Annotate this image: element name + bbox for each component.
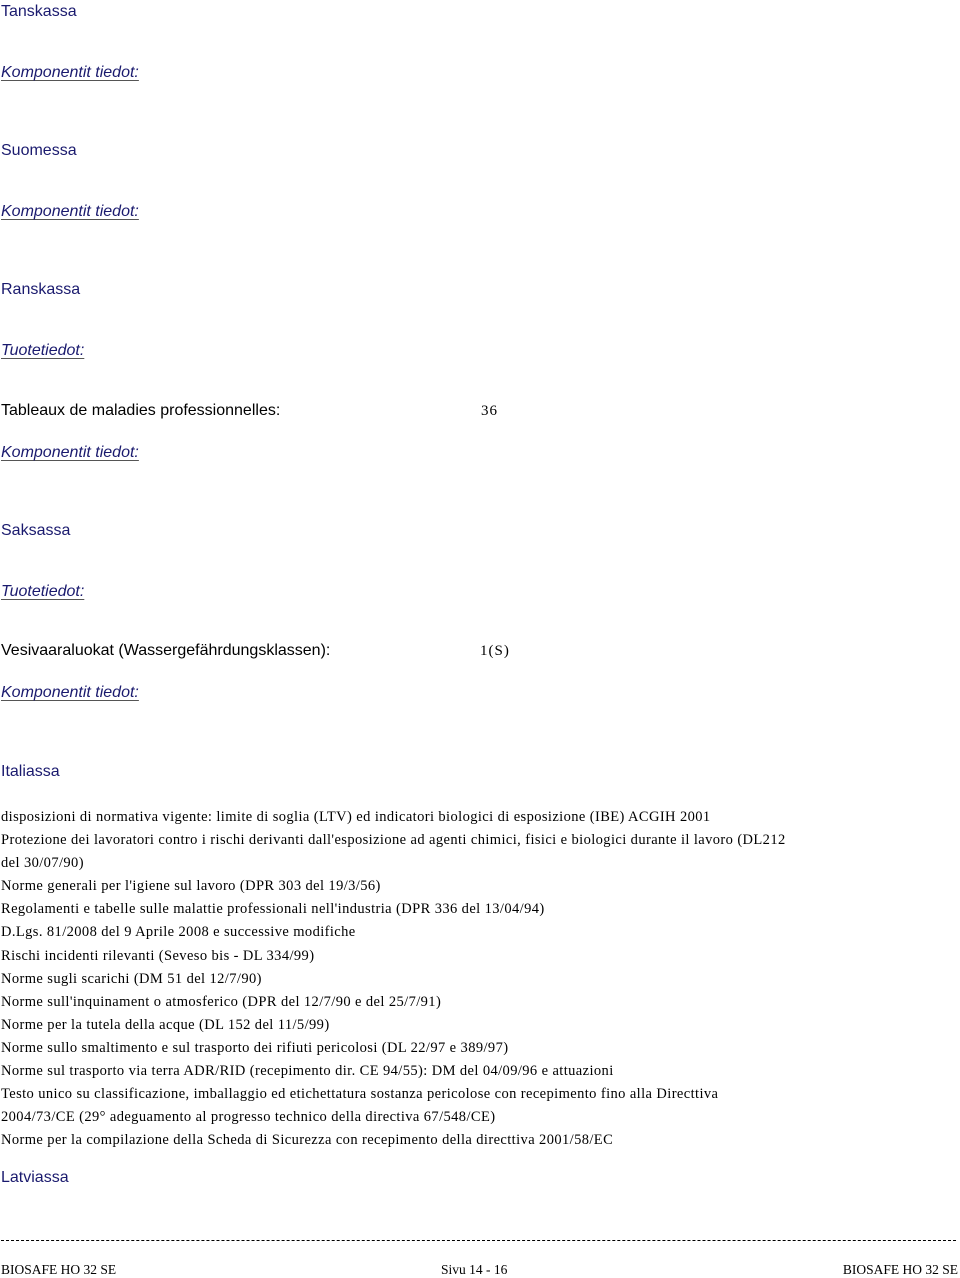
field-value-tableaux: 36 — [481, 403, 498, 419]
footer-right-product: BIOSAFE HO 32 SE — [842, 1262, 958, 1277]
regulation-line: Norme per la compilazione della Scheda di Sicurezza con recepimento della directtiva 2001/58/EC — [1, 1132, 614, 1149]
product-label-ranskassa: Tuotetiedot: — [1, 342, 85, 359]
components-label-tanskassa: Komponentit tiedot: — [1, 64, 139, 81]
regulation-list-italiassa — [1, 806, 956, 1152]
regulation-line: Norme sul trasporto via terra ADR/RID (recepimento dir. CE 94/55): DM del 04/09/96 e attuazioni — [1, 1063, 614, 1080]
regulation-line: Protezione dei lavoratori contro i rischi derivanti dall'esposizione ad agenti chimici, fisici e biologici durante il lavoro (DL212 — [1, 832, 786, 849]
footer-left-product: BIOSAFE HO 32 SE — [1, 1262, 117, 1277]
section-heading-tanskassa: Tanskassa — [1, 3, 77, 20]
components-label-saksassa: Komponentit tiedot: — [1, 684, 139, 701]
components-label-suomessa: Komponentit tiedot: — [1, 203, 139, 220]
regulation-line: del 30/07/90) — [1, 855, 84, 872]
regulation-line: Norme per la tutela della acque (DL 152 del 11/5/99) — [1, 1016, 330, 1033]
section-heading-latviassa: Latviassa — [1, 1169, 69, 1186]
components-label-ranskassa: Komponentit tiedot: — [1, 444, 139, 461]
footer-page-number: Sivu 14 - 16 — [441, 1262, 508, 1277]
regulation-line: 2004/73/CE (29° adeguamento al progresso technico della directiva 67/548/CE) — [1, 1109, 496, 1126]
footer-divider — [1, 1240, 956, 1241]
section-heading-saksassa: Saksassa — [1, 522, 71, 539]
product-label-saksassa: Tuotetiedot: — [1, 583, 85, 600]
regulation-line: Norme generali per l'igiene sul lavoro (DPR 303 del 19/3/56) — [1, 878, 381, 895]
section-heading-ranskassa: Ranskassa — [1, 281, 81, 298]
field-value-vesivaaraluokat: 1(S) — [480, 643, 510, 659]
regulation-line: Norme sullo smaltimento e sul trasporto dei rifiuti pericolosi (DL 22/97 e 389/97) — [1, 1039, 509, 1056]
regulation-line: Norme sugli scarichi (DM 51 del 12/7/90) — [1, 970, 262, 987]
field-label-vesivaaraluokat: Vesivaaraluokat (Wassergefährdungsklassen): — [1, 642, 331, 659]
regulation-line: Regolamenti e tabelle sulle malattie professionali nell'industria (DPR 336 del 13/04/94) — [1, 901, 545, 918]
regulation-line: Rischi incidenti rilevanti (Seveso bis - DL 334/99) — [1, 947, 315, 964]
regulation-line: Norme sull'inquinament o atmosferico (DPR del 12/7/90 e del 25/7/91) — [1, 993, 442, 1010]
regulation-line: Testo unico su classificazione, imballaggio ed etichettatura sostanza pericolose con recepimento fino alla Directtiva — [1, 1086, 719, 1103]
section-heading-italiassa: Italiassa — [1, 763, 60, 780]
section-heading-suomessa: Suomessa — [1, 142, 77, 159]
regulation-line: disposizioni di normativa vigente: limite di soglia (LTV) ed indicatori biologici di esposizione (IBE) ACGIH 2001 — [1, 809, 711, 825]
field-label-tableaux: Tableaux de maladies professionnelles: — [1, 402, 281, 419]
regulation-line: D.Lgs. 81/2008 del 9 Aprile 2008 e successive modifiche — [1, 924, 356, 941]
